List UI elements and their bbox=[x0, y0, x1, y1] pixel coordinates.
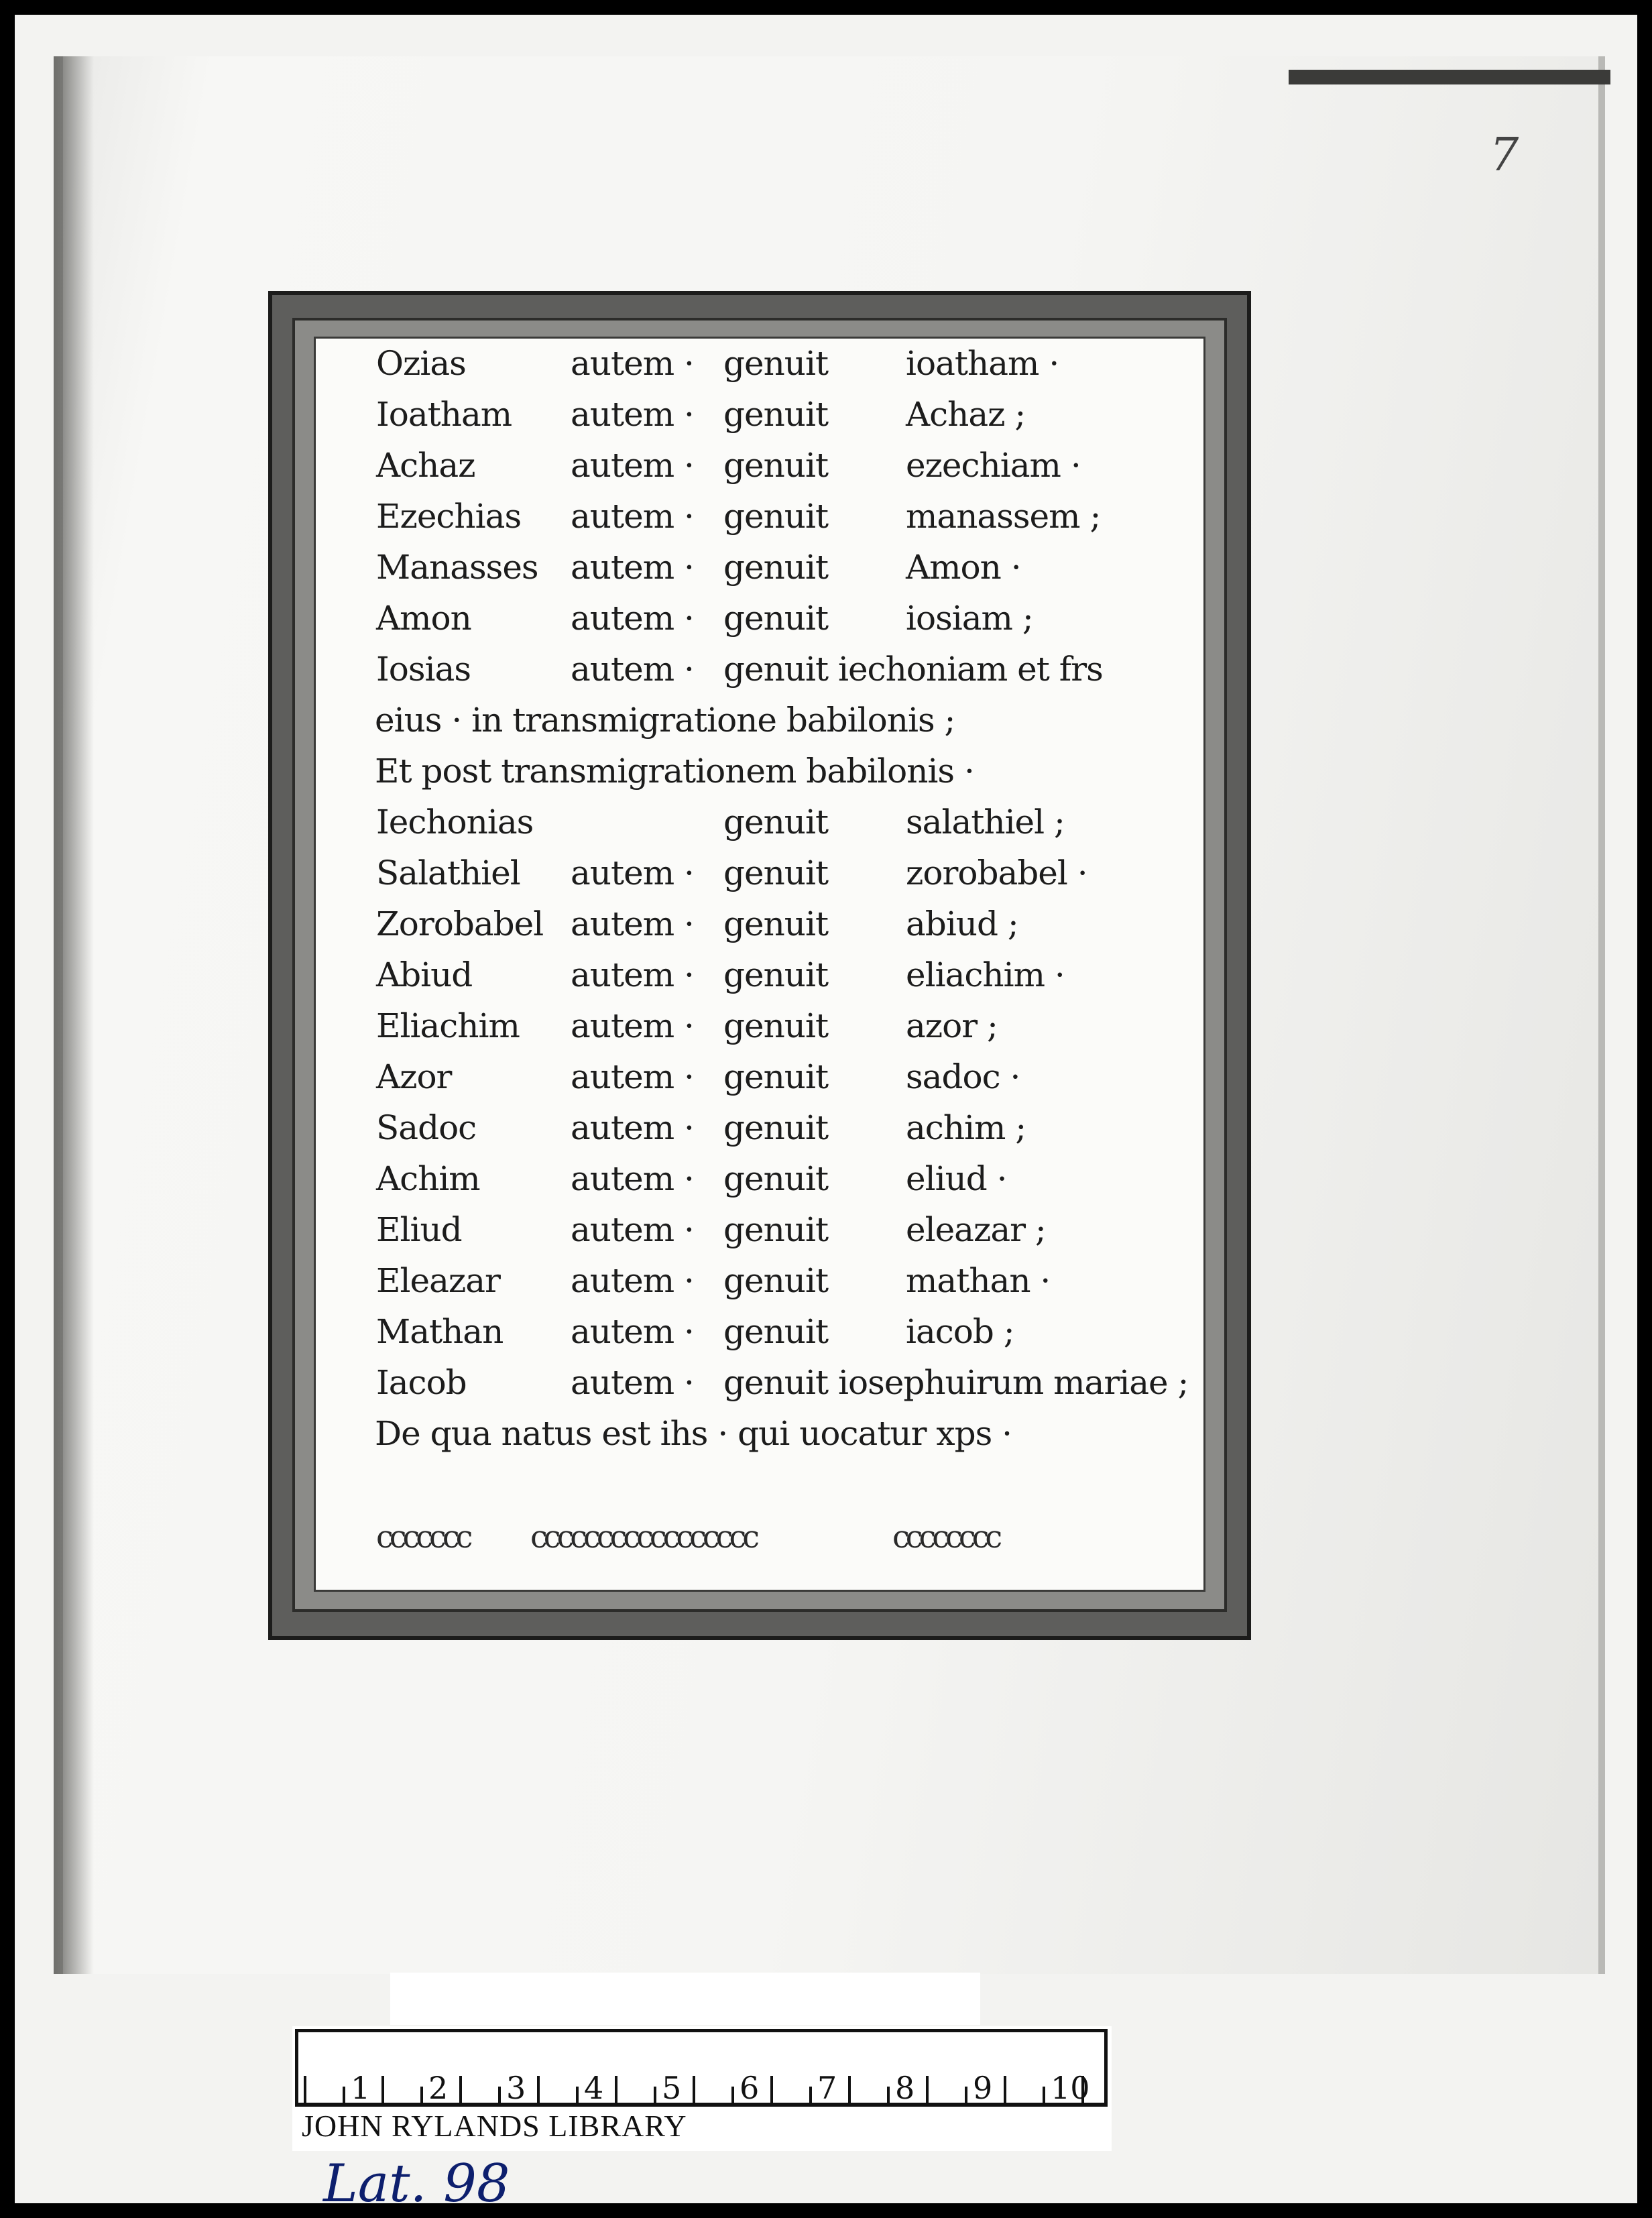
line-word: genuit bbox=[723, 1312, 829, 1351]
line-name: Ioatham bbox=[376, 395, 512, 434]
line-word: autem · bbox=[571, 548, 694, 587]
ruler-tick bbox=[848, 2076, 851, 2103]
ornament-line: ccccccccccccccccc bbox=[530, 1519, 756, 1555]
line-word: eleazar ; bbox=[906, 1210, 1046, 1249]
manuscript-line bbox=[316, 650, 1203, 701]
line-word: mathan · bbox=[906, 1261, 1051, 1300]
ruler-tick bbox=[498, 2087, 501, 2103]
ruler-tick bbox=[654, 2087, 656, 2103]
line-name: Achim bbox=[376, 1159, 480, 1198]
line-word: genuit bbox=[723, 395, 829, 434]
manuscript-line bbox=[316, 803, 1203, 854]
line-word: genuit bbox=[723, 548, 829, 587]
scale-ruler bbox=[292, 2026, 1112, 2151]
line-word: autem · bbox=[571, 854, 694, 892]
line-word: abiud ; bbox=[906, 904, 1018, 943]
leaf-top-edge bbox=[1289, 70, 1610, 84]
ruler-number: 5 bbox=[662, 2070, 682, 2106]
line-word: autem · bbox=[571, 599, 694, 638]
line-name: Azor bbox=[376, 1057, 452, 1096]
line-word: ezechiam · bbox=[906, 446, 1081, 485]
line-word: genuit bbox=[723, 1057, 829, 1096]
frame-inner-border bbox=[292, 318, 1227, 1612]
manuscript-line bbox=[316, 1108, 1203, 1159]
line-name: Iosias bbox=[376, 650, 471, 689]
line-word: iosiam ; bbox=[906, 599, 1033, 638]
line-word: autem · bbox=[571, 497, 694, 536]
line-word: autem · bbox=[571, 344, 694, 383]
line-word: autem · bbox=[571, 1261, 694, 1300]
line-word: manassem ; bbox=[906, 497, 1101, 536]
shelfmark: Lat. 98 bbox=[323, 2154, 510, 2214]
manuscript-line bbox=[316, 1363, 1203, 1414]
line-text: De qua natus est ihs · qui uocatur xps · bbox=[375, 1414, 1012, 1453]
ruler-tick bbox=[809, 2087, 812, 2103]
manuscript-line bbox=[316, 904, 1203, 955]
manuscript-line bbox=[316, 854, 1203, 904]
decorated-frame bbox=[268, 291, 1251, 1640]
text-panel bbox=[314, 337, 1205, 1592]
manuscript-line bbox=[316, 1006, 1203, 1057]
line-word: Amon · bbox=[906, 548, 1021, 587]
manuscript-line bbox=[316, 1159, 1203, 1210]
line-word: genuit bbox=[723, 599, 829, 638]
line-word: autem · bbox=[571, 1312, 694, 1351]
line-word: genuit bbox=[723, 803, 829, 841]
ruler-tick bbox=[576, 2087, 579, 2103]
line-word: Achaz ; bbox=[906, 395, 1026, 434]
line-word: genuit bbox=[723, 955, 829, 994]
line-word: genuit bbox=[723, 446, 829, 485]
manuscript-line bbox=[316, 497, 1203, 548]
manuscript-line bbox=[316, 1057, 1203, 1108]
line-word: genuit iosephuirum mariae ; bbox=[723, 1363, 1189, 1402]
line-word: autem · bbox=[571, 446, 694, 485]
ruler-number: 7 bbox=[817, 2070, 837, 2106]
manuscript-line bbox=[316, 548, 1203, 599]
photograph bbox=[15, 15, 1637, 2214]
leaf-gutter-shadow bbox=[54, 56, 94, 1974]
line-name: Amon bbox=[376, 599, 471, 638]
line-word: autem · bbox=[571, 1159, 694, 1198]
ruler-number: 9 bbox=[973, 2070, 993, 2106]
line-word: genuit bbox=[723, 497, 829, 536]
line-word: genuit bbox=[723, 344, 829, 383]
line-word: eliud · bbox=[906, 1159, 1007, 1198]
ruler-tick bbox=[1004, 2076, 1006, 2103]
line-word: autem · bbox=[571, 1057, 694, 1096]
manuscript-line bbox=[316, 1414, 1203, 1465]
scale-backing bbox=[390, 1973, 980, 2025]
ornament-line: cccccccc bbox=[892, 1519, 999, 1555]
line-word: genuit iechoniam et frs bbox=[723, 650, 1103, 689]
ruler-tick bbox=[615, 2076, 617, 2103]
line-name: Eliud bbox=[376, 1210, 462, 1249]
ruler-tick bbox=[693, 2076, 695, 2103]
ruler-number: 6 bbox=[740, 2070, 760, 2106]
line-word: sadoc · bbox=[906, 1057, 1020, 1096]
manuscript-line bbox=[316, 1210, 1203, 1261]
line-name: Zorobabel bbox=[376, 904, 544, 943]
line-word: genuit bbox=[723, 904, 829, 943]
line-word: autem · bbox=[571, 955, 694, 994]
manuscript-line bbox=[316, 1312, 1203, 1363]
ruler-tick bbox=[731, 2087, 734, 2103]
manuscript-line bbox=[316, 395, 1203, 446]
ruler-number: 1 bbox=[351, 2070, 371, 2106]
line-word: achim ; bbox=[906, 1108, 1026, 1147]
line-name: Salathiel bbox=[376, 854, 520, 892]
line-word: autem · bbox=[571, 1210, 694, 1249]
line-word: genuit bbox=[723, 1159, 829, 1198]
ruler-number: 4 bbox=[584, 2070, 604, 2106]
line-word: genuit bbox=[723, 1108, 829, 1147]
line-word: autem · bbox=[571, 395, 694, 434]
manuscript-line bbox=[316, 599, 1203, 650]
manuscript-line bbox=[316, 955, 1203, 1006]
line-name: Abiud bbox=[376, 955, 473, 994]
line-word: genuit bbox=[723, 854, 829, 892]
ruler-number: 10 bbox=[1051, 2070, 1090, 2106]
line-word: iacob ; bbox=[906, 1312, 1014, 1351]
ruler-tick bbox=[420, 2087, 423, 2103]
line-name: Achaz bbox=[376, 446, 475, 485]
line-word: zorobabel · bbox=[906, 854, 1087, 892]
ruler-number: 8 bbox=[895, 2070, 915, 2106]
line-name: Iacob bbox=[376, 1363, 467, 1402]
line-word: azor ; bbox=[906, 1006, 998, 1045]
ruler-tick bbox=[343, 2087, 345, 2103]
line-name: Mathan bbox=[376, 1312, 504, 1351]
manuscript-line bbox=[316, 701, 1203, 752]
folio-number: 7 bbox=[1490, 129, 1519, 182]
ruler-number: 3 bbox=[506, 2070, 526, 2106]
line-name: Eliachim bbox=[376, 1006, 520, 1045]
line-word: autem · bbox=[571, 1006, 694, 1045]
line-word: genuit bbox=[723, 1210, 829, 1249]
line-name: Eleazar bbox=[376, 1261, 500, 1300]
line-text: Et post transmigrationem babilonis · bbox=[375, 752, 974, 791]
line-word: ioatham · bbox=[906, 344, 1059, 383]
ruler-bar bbox=[295, 2029, 1108, 2107]
line-name: Sadoc bbox=[376, 1108, 477, 1147]
line-name: Ezechias bbox=[376, 497, 522, 536]
ruler-tick bbox=[965, 2087, 967, 2103]
manuscript-line bbox=[316, 344, 1203, 395]
manuscript-line bbox=[316, 1261, 1203, 1312]
ruler-tick bbox=[926, 2076, 929, 2103]
line-text: eius · in transmigratione babilonis ; bbox=[375, 701, 955, 740]
ruler-tick bbox=[304, 2076, 306, 2103]
line-word: autem · bbox=[571, 1108, 694, 1147]
ruler-number: 2 bbox=[428, 2070, 449, 2106]
ruler-tick bbox=[459, 2076, 462, 2103]
ruler-tick bbox=[1043, 2087, 1045, 2103]
line-word: autem · bbox=[571, 904, 694, 943]
ruler-label: JOHN RYLANDS LIBRARY bbox=[302, 2109, 687, 2143]
ruler-tick bbox=[537, 2076, 540, 2103]
line-word: genuit bbox=[723, 1261, 829, 1300]
line-word: autem · bbox=[571, 1363, 694, 1402]
line-word: eliachim · bbox=[906, 955, 1065, 994]
ruler-tick bbox=[381, 2076, 384, 2103]
line-name: Iechonias bbox=[376, 803, 534, 841]
manuscript-line bbox=[316, 446, 1203, 497]
manuscript-line bbox=[316, 752, 1203, 803]
ornament-line: ccccccc bbox=[376, 1519, 469, 1555]
line-word: autem · bbox=[571, 650, 694, 689]
line-name: Ozias bbox=[376, 344, 466, 383]
line-name: Manasses bbox=[376, 548, 538, 587]
line-word: genuit bbox=[723, 1006, 829, 1045]
ruler-tick bbox=[887, 2087, 890, 2103]
ruler-tick bbox=[770, 2076, 773, 2103]
line-word: salathiel ; bbox=[906, 803, 1065, 841]
